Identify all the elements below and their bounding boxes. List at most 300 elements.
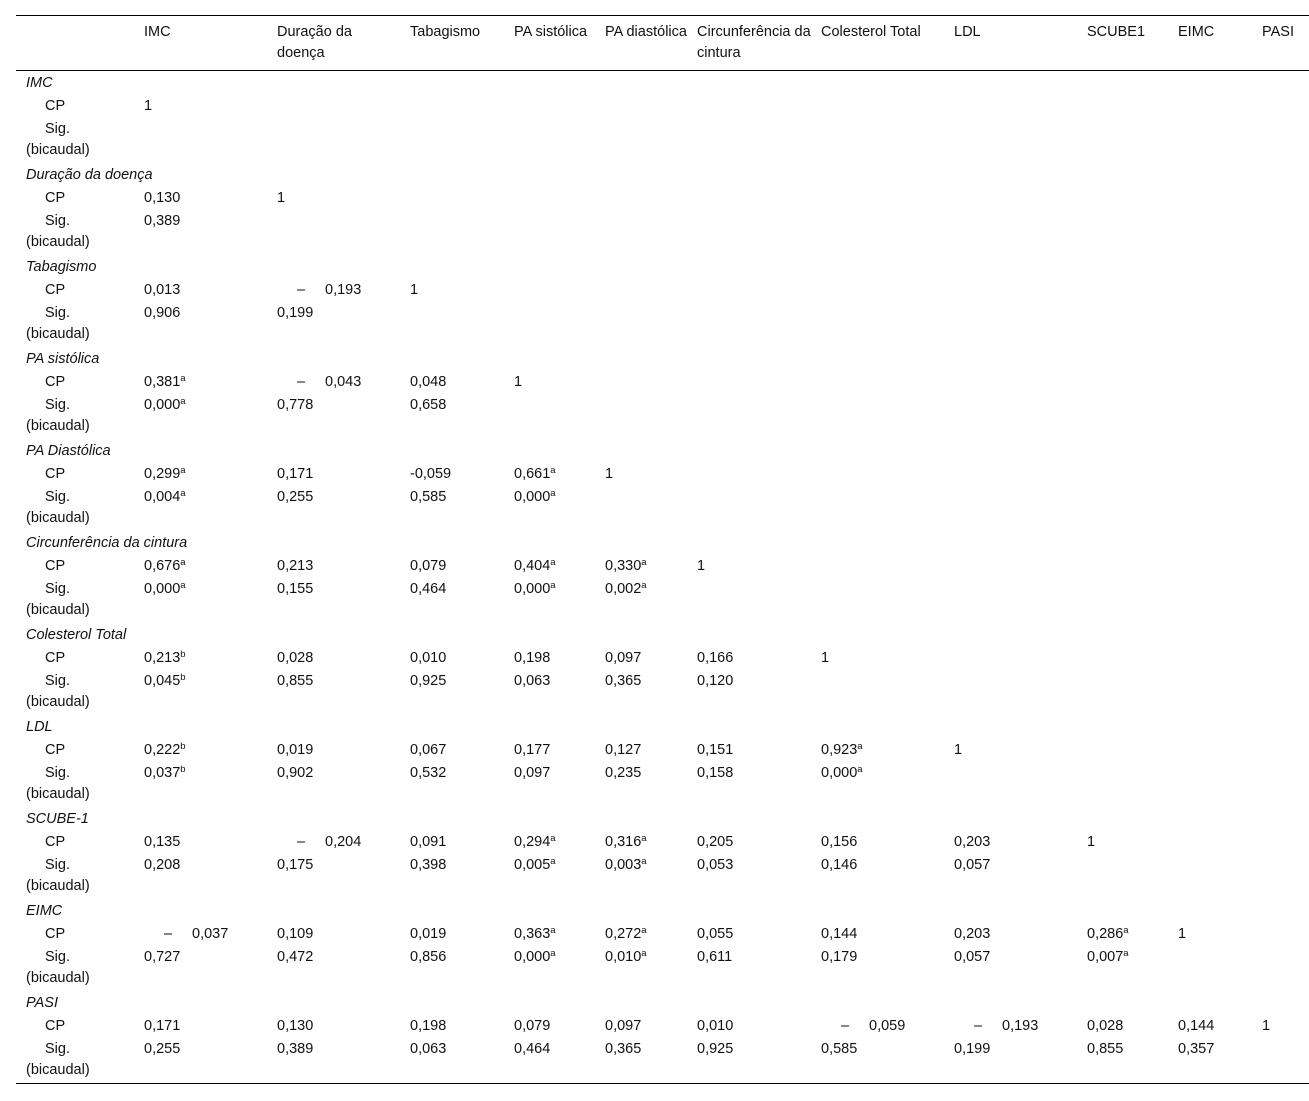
table-cell [406, 301, 510, 347]
table-row [16, 830, 1309, 853]
table-cell [273, 117, 406, 163]
table-cell [1083, 738, 1174, 761]
table-cell [1258, 761, 1309, 807]
table-cell: – 0,043 [297, 374, 362, 390]
table-cell [817, 485, 950, 531]
table-cell: 0,028 [277, 650, 314, 666]
table-row [16, 94, 1309, 117]
table-cell [1083, 485, 1174, 531]
table-cell [817, 301, 950, 347]
group-label: Tabagismo [26, 259, 97, 275]
table-cell: 0,130 [277, 1018, 314, 1034]
table-cell [1258, 1037, 1309, 1083]
table-cell: – 0,037 [164, 926, 229, 942]
table-cell [1258, 738, 1309, 761]
table-cell: 0,002$^a$ [605, 580, 647, 597]
table-cell [817, 209, 950, 255]
row-label-cp: CP [45, 558, 66, 574]
table-cell [1258, 94, 1309, 117]
table-cell [817, 577, 950, 623]
table-cell [1083, 209, 1174, 255]
table-cell: 0,097 [605, 650, 642, 666]
table-cell [817, 186, 950, 209]
table-cell: – 0,193 [297, 282, 362, 298]
table-header [16, 16, 1309, 71]
table-cell [1083, 393, 1174, 439]
column-header: PA diastólica [605, 24, 687, 40]
column-header: Tabagismo [410, 24, 481, 40]
table-cell: 0,045$^b$ [144, 672, 186, 689]
table-cell: 0,067 [410, 742, 447, 758]
row-label-sig: Sig. (bicaudal) [26, 673, 90, 710]
row-label-cp: CP [45, 926, 66, 942]
table-cell [1083, 853, 1174, 899]
table-cell [273, 94, 406, 117]
table-cell [950, 370, 1083, 393]
table-cell: 0,661$^a$ [514, 465, 556, 482]
column-header: EIMC [1178, 24, 1215, 40]
table-cell: 0,389 [144, 213, 181, 229]
table-cell [1174, 278, 1258, 301]
table-cell [406, 186, 510, 209]
table-row [16, 278, 1309, 301]
table-cell [510, 278, 601, 301]
table-cell [1258, 370, 1309, 393]
table-cell: 0,144 [821, 926, 858, 942]
table-cell: 0,144 [1178, 1018, 1215, 1034]
table-cell [693, 186, 817, 209]
table-cell [1083, 646, 1174, 669]
table-cell: 0,171 [277, 466, 314, 482]
row-label-cp: CP [45, 1018, 66, 1034]
table-cell [693, 117, 817, 163]
table-row [16, 1037, 1309, 1083]
table-cell: 0,856 [410, 949, 447, 965]
table-cell [1083, 370, 1174, 393]
table-cell: 0,000$^a$ [514, 580, 556, 597]
table-cell: 0,179 [821, 949, 858, 965]
table-cell: 0,213$^b$ [144, 649, 186, 666]
table-cell [950, 209, 1083, 255]
table-cell [1258, 301, 1309, 347]
table-cell: 1 [1178, 926, 1187, 942]
table-cell: 0,109 [277, 926, 314, 942]
table-cell: 1 [514, 374, 523, 390]
table-cell: 0,127 [605, 742, 642, 758]
table-cell [510, 301, 601, 347]
table-cell: 0,330$^a$ [605, 557, 647, 574]
table-cell [1083, 761, 1174, 807]
table-group-row [16, 531, 1309, 554]
table-cell [693, 485, 817, 531]
table-cell: 0,611 [697, 949, 733, 965]
table-cell: 0,097 [514, 765, 551, 781]
table-cell: 0,389 [277, 1041, 314, 1057]
table-cell: 0,019 [277, 742, 314, 758]
table-row [16, 945, 1309, 991]
table-cell [1174, 301, 1258, 347]
correlation-table [16, 15, 1309, 1084]
table-cell: 0,404$^a$ [514, 557, 556, 574]
column-header: LDL [954, 24, 981, 40]
group-label: IMC [26, 75, 53, 91]
row-label-sig: Sig. (bicaudal) [26, 489, 90, 526]
table-cell: 0,464 [514, 1041, 551, 1057]
table-cell: 0,198 [410, 1018, 447, 1034]
column-header: PASI [1262, 24, 1294, 40]
table-cell [1258, 853, 1309, 899]
table-cell: 0,005$^a$ [514, 856, 556, 873]
table-cell [1258, 577, 1309, 623]
table-cell [1258, 922, 1309, 945]
table-cell: 0,299$^a$ [144, 465, 186, 482]
table-cell: 0,208 [144, 857, 181, 873]
table-cell [693, 301, 817, 347]
row-label-sig: Sig. (bicaudal) [26, 765, 90, 802]
table-cell: – 0,059 [841, 1018, 906, 1034]
table-cell: 0,120 [697, 673, 734, 689]
table-row [16, 577, 1309, 623]
table-cell [1083, 669, 1174, 715]
table-cell [1174, 853, 1258, 899]
table-cell [406, 94, 510, 117]
table-cell: 0,855 [277, 673, 314, 689]
table-row [16, 761, 1309, 807]
row-label-cp: CP [45, 834, 66, 850]
table-cell: 0,925 [410, 673, 447, 689]
table-cell [1083, 554, 1174, 577]
table-cell [510, 117, 601, 163]
group-label: EIMC [26, 903, 63, 919]
table-cell: 0,365 [605, 1041, 642, 1057]
table-cell: 0,585 [821, 1041, 858, 1057]
table-cell [510, 186, 601, 209]
table-group-row [16, 899, 1309, 922]
table-cell [1258, 554, 1309, 577]
table-cell: 0,658 [410, 397, 447, 413]
table-cell: 1 [410, 282, 419, 298]
row-label-cp: CP [45, 374, 66, 390]
table-cell: 0,255 [144, 1041, 181, 1057]
row-label-sig: Sig. (bicaudal) [26, 581, 90, 618]
table-cell: 0,063 [410, 1041, 447, 1057]
table-cell [1174, 945, 1258, 991]
table-cell [1258, 393, 1309, 439]
table-cell: 0,146 [821, 857, 858, 873]
table-cell: 0,000$^a$ [514, 948, 556, 965]
table-cell: 0,778 [277, 397, 314, 413]
table-cell: 0,010$^a$ [605, 948, 647, 965]
row-label-sig: Sig. (bicaudal) [26, 213, 90, 250]
table-cell: 0,357 [1178, 1041, 1215, 1057]
row-label-cp: CP [45, 742, 66, 758]
table-cell: 0,079 [410, 558, 447, 574]
table-cell [601, 186, 693, 209]
table-cell [950, 462, 1083, 485]
table-cell: 0,055 [697, 926, 734, 942]
table-cell [1174, 117, 1258, 163]
table-cell: 0,010 [410, 650, 447, 666]
table-row [16, 485, 1309, 531]
table-cell: 0,151 [697, 742, 734, 758]
table-cell [1174, 830, 1258, 853]
table-cell [601, 117, 693, 163]
table-group-row [16, 347, 1309, 370]
table-cell [510, 209, 601, 255]
table-cell: 0,235 [605, 765, 642, 781]
table-cell [1258, 830, 1309, 853]
table-cell [817, 393, 950, 439]
table-cell: 0,091 [410, 834, 447, 850]
table-row [16, 209, 1309, 255]
group-label: SCUBE-1 [26, 811, 89, 827]
column-header: Circunferência da cintura [697, 24, 811, 61]
table-cell: 0,213 [277, 558, 314, 574]
table-cell: 0,028 [1087, 1018, 1124, 1034]
table-cell [1174, 186, 1258, 209]
table-cell [1174, 485, 1258, 531]
table-cell [950, 669, 1083, 715]
table-cell [950, 485, 1083, 531]
table-cell: 0,000$^a$ [144, 396, 186, 413]
table-cell [1083, 462, 1174, 485]
table-cell [817, 94, 950, 117]
row-label-cp: CP [45, 98, 66, 114]
table-cell [273, 209, 406, 255]
table-cell: 1 [605, 466, 614, 482]
table-cell [1174, 554, 1258, 577]
table-cell: 0,171 [144, 1018, 181, 1034]
group-label: Colesterol Total [26, 627, 127, 643]
table-cell [1083, 577, 1174, 623]
table-row [16, 922, 1309, 945]
table-cell [1258, 485, 1309, 531]
table-cell [1083, 186, 1174, 209]
row-label-cp: CP [45, 650, 66, 666]
table-body [16, 71, 1309, 1084]
table-cell [601, 301, 693, 347]
table-cell [1258, 278, 1309, 301]
table-cell [1174, 370, 1258, 393]
table-cell: 0,053 [697, 857, 734, 873]
table-cell [693, 370, 817, 393]
table-row [16, 186, 1309, 209]
table-cell: 1 [1262, 1018, 1271, 1034]
table-cell: 0,079 [514, 1018, 551, 1034]
table-cell: 0,004$^a$ [144, 488, 186, 505]
table-cell [1083, 301, 1174, 347]
table-row [16, 301, 1309, 347]
table-cell [817, 554, 950, 577]
table-cell: 0,063 [514, 673, 551, 689]
row-label-cp: CP [45, 190, 66, 206]
table-cell: 1 [1087, 834, 1096, 850]
table-cell [817, 117, 950, 163]
table-cell: 0,365 [605, 673, 642, 689]
table-group-row [16, 807, 1309, 830]
table-group-row [16, 623, 1309, 646]
table-cell [1174, 393, 1258, 439]
table-cell: 0,000$^a$ [144, 580, 186, 597]
table-row [16, 554, 1309, 577]
row-label-cp: CP [45, 282, 66, 298]
table-cell: 0,585 [410, 489, 447, 505]
table-cell [1258, 462, 1309, 485]
table-cell [510, 393, 601, 439]
group-label: Duração da doença [26, 167, 153, 183]
table-cell [601, 278, 693, 301]
table-cell: 0,000$^a$ [821, 764, 863, 781]
table-cell [1083, 117, 1174, 163]
table-row [16, 462, 1309, 485]
table-cell [950, 393, 1083, 439]
table-cell: 0,286$^a$ [1087, 925, 1129, 942]
table-cell: 0,398 [410, 857, 447, 873]
table-cell: 0,855 [1087, 1041, 1124, 1057]
row-label-sig: Sig. (bicaudal) [26, 397, 90, 434]
table-cell: 1 [954, 742, 963, 758]
table-row [16, 853, 1309, 899]
table-cell: 0,199 [277, 305, 314, 321]
row-label-sig: Sig. (bicaudal) [26, 857, 90, 894]
table-cell: 0,010 [697, 1018, 734, 1034]
table-cell: 0,272$^a$ [605, 925, 647, 942]
table-row [16, 393, 1309, 439]
column-header: SCUBE1 [1087, 24, 1146, 40]
table-group-row [16, 439, 1309, 462]
table-cell [693, 577, 817, 623]
column-header: IMC [144, 24, 171, 40]
table-cell [1258, 186, 1309, 209]
table-cell [1174, 577, 1258, 623]
table-cell: 0,003$^a$ [605, 856, 647, 873]
table-row [16, 117, 1309, 163]
table-cell [693, 393, 817, 439]
table-cell [693, 278, 817, 301]
table-cell: – 0,204 [297, 834, 362, 850]
table-cell: 0,166 [697, 650, 734, 666]
table-cell: 0,007$^a$ [1087, 948, 1129, 965]
table-cell: 0,203 [954, 834, 991, 850]
table-cell: 0,472 [277, 949, 314, 965]
header-corner [16, 16, 140, 71]
table-cell [950, 117, 1083, 163]
table-row [16, 1014, 1309, 1037]
table-cell: 1 [821, 650, 830, 666]
table-cell [693, 462, 817, 485]
table-group-row [16, 991, 1309, 1014]
table-group-row [16, 71, 1309, 95]
group-label: LDL [26, 719, 53, 735]
table-cell: 0,294$^a$ [514, 833, 556, 850]
table-cell [1083, 94, 1174, 117]
table-cell [140, 117, 273, 163]
table-cell [950, 278, 1083, 301]
table-cell: 1 [697, 558, 706, 574]
table-cell [1174, 94, 1258, 117]
table-cell: 0,464 [410, 581, 447, 597]
table-cell: – 0,193 [974, 1018, 1039, 1034]
group-label: PA sistólica [26, 351, 100, 367]
table-cell: 0,906 [144, 305, 181, 321]
table-row [16, 646, 1309, 669]
table-cell: 0,057 [954, 949, 991, 965]
table-group-row [16, 163, 1309, 186]
table-cell [817, 462, 950, 485]
table-cell: 0,155 [277, 581, 314, 597]
table-cell [601, 393, 693, 439]
table-cell: 0,925 [697, 1041, 734, 1057]
table-cell [950, 761, 1083, 807]
table-row [16, 738, 1309, 761]
table-cell [510, 94, 601, 117]
table-cell: 0,158 [697, 765, 734, 781]
table-cell: 0,048 [410, 374, 447, 390]
table-cell: 1 [277, 190, 286, 206]
table-cell [950, 94, 1083, 117]
table-cell: 0,222$^b$ [144, 741, 186, 758]
table-cell: 0,135 [144, 834, 181, 850]
table-cell: -0,059 [410, 466, 452, 482]
table-cell: 0,255 [277, 489, 314, 505]
table-cell [1174, 669, 1258, 715]
table-cell: 0,037$^b$ [144, 764, 186, 781]
table-cell [1258, 646, 1309, 669]
table-cell: 0,057 [954, 857, 991, 873]
table-cell: 0,199 [954, 1041, 991, 1057]
table-cell: 0,156 [821, 834, 858, 850]
column-header: PA sistólica [514, 24, 588, 40]
table-cell [950, 577, 1083, 623]
table-cell [817, 669, 950, 715]
table-cell: 0,727 [144, 949, 181, 965]
table-cell: 0,203 [954, 926, 991, 942]
table-group-row [16, 255, 1309, 278]
table-cell [693, 209, 817, 255]
group-label: PASI [26, 995, 58, 1011]
table-cell [601, 370, 693, 393]
table-cell: 0,532 [410, 765, 447, 781]
table-cell: 0,316$^a$ [605, 833, 647, 850]
table-cell: 0,130 [144, 190, 181, 206]
row-label-sig: Sig. (bicaudal) [26, 1041, 90, 1078]
column-header: Colesterol Total [821, 24, 921, 40]
table-cell: 0,902 [277, 765, 314, 781]
table-cell [1174, 209, 1258, 255]
table-cell [406, 209, 510, 255]
table-cell [601, 485, 693, 531]
table-row [16, 669, 1309, 715]
table-cell [1174, 646, 1258, 669]
table-cell: 0,097 [605, 1018, 642, 1034]
table-cell: 0,019 [410, 926, 447, 942]
table-cell [1174, 738, 1258, 761]
row-label-sig: Sig. (bicaudal) [26, 121, 90, 158]
table-cell: 0,175 [277, 857, 314, 873]
table-cell: 0,381$^a$ [144, 373, 186, 390]
table-cell [950, 301, 1083, 347]
table-cell [601, 94, 693, 117]
table-cell [950, 646, 1083, 669]
table-cell [1258, 669, 1309, 715]
table-cell [693, 94, 817, 117]
table-cell: 0,923$^a$ [821, 741, 863, 758]
table-cell [1258, 945, 1309, 991]
table-cell: 0,013 [144, 282, 181, 298]
table-cell [1083, 278, 1174, 301]
group-label: Circunferência da cintura [26, 535, 188, 551]
table-cell [601, 209, 693, 255]
